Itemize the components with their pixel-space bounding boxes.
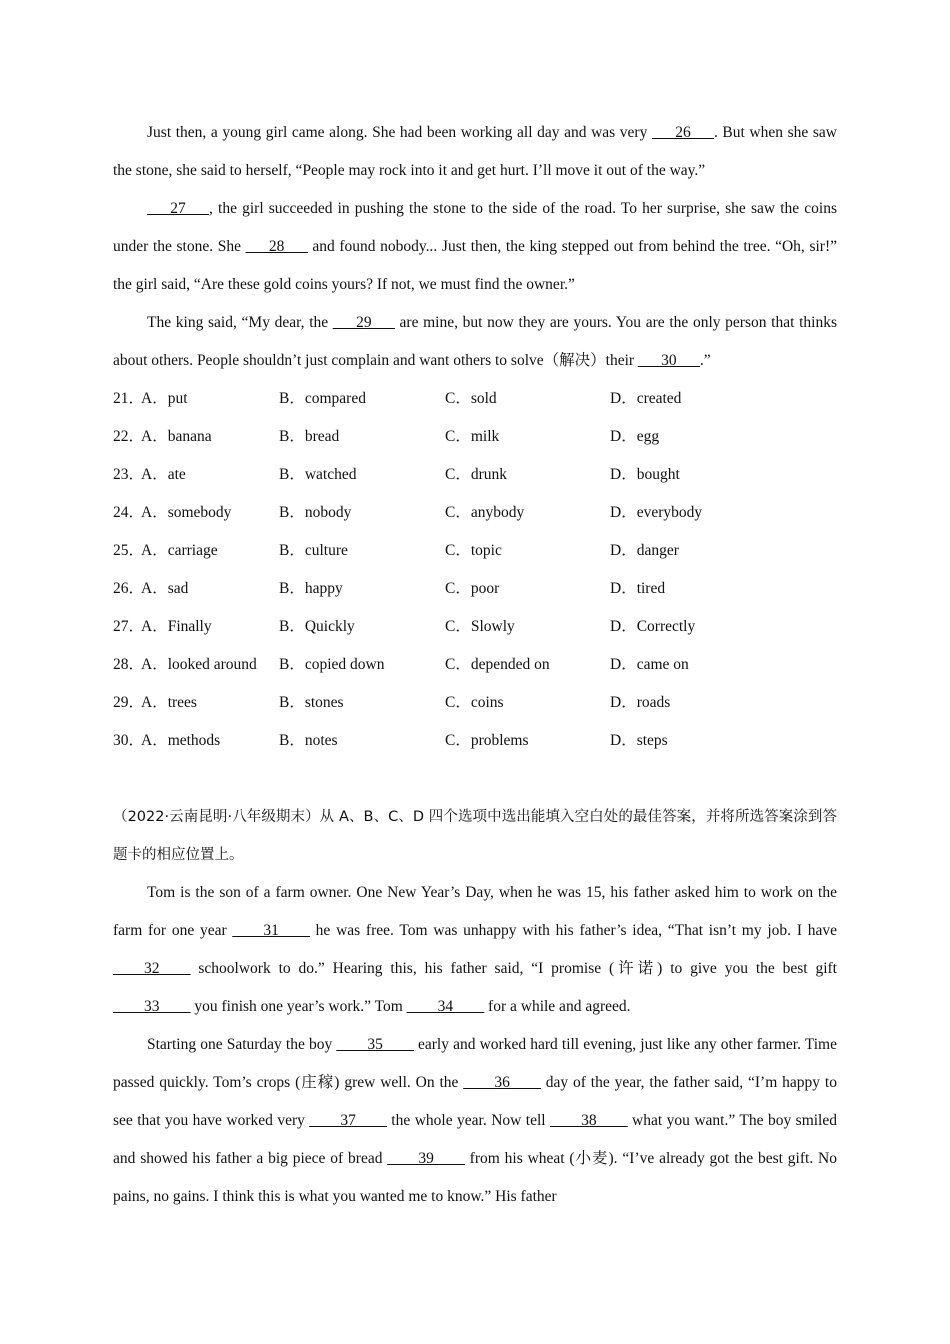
question-row xyxy=(113,456,837,494)
spacer xyxy=(113,760,837,798)
blank-30: ___30___ xyxy=(637,352,700,369)
document-page xyxy=(113,114,837,1216)
option-d: D．came on xyxy=(610,656,689,673)
option-c: C．anybody xyxy=(445,504,525,521)
option-d: D．danger xyxy=(610,542,679,559)
option-c: C．depended on xyxy=(445,656,550,673)
option-b: B．culture xyxy=(279,542,348,559)
blank-26: ___26___ xyxy=(651,124,714,141)
blank-29: ___29___ xyxy=(332,314,395,331)
option-c: C．milk xyxy=(445,428,500,445)
option-a: A．sad xyxy=(141,580,189,597)
text: schoolwork to do.” Hearing this, his father said, “I promise (许诺) to give you the best gift xyxy=(190,960,837,977)
option-c: C．sold xyxy=(445,390,497,407)
question-number: 25． xyxy=(113,542,145,559)
text: you finish one year’s work.” Tom xyxy=(190,998,407,1015)
question-number: 23． xyxy=(113,466,145,483)
paragraph xyxy=(113,874,837,1026)
option-c: C．coins xyxy=(445,694,504,711)
question-row xyxy=(113,684,837,722)
text: from his wheat (小麦). “I’ve already got the best gift. No pains, no gains. I think this is what you wanted me to know.” His father xyxy=(113,1150,837,1205)
question-row xyxy=(113,722,837,760)
option-a: A．ate xyxy=(141,466,186,483)
option-b: B．Quickly xyxy=(279,618,355,635)
option-a: A．Finally xyxy=(141,618,212,635)
option-a: A．carriage xyxy=(141,542,218,559)
text: Starting one Saturday the boy xyxy=(147,1036,337,1053)
option-b: B．stones xyxy=(279,694,344,711)
text: .” xyxy=(699,352,711,369)
option-b: B．compared xyxy=(279,390,366,407)
option-c: C．topic xyxy=(445,542,502,559)
blank-37: ____37____ xyxy=(309,1112,387,1129)
question-list xyxy=(113,380,837,760)
option-b: B．notes xyxy=(279,732,338,749)
text: what you want.” The boy smiled and showed his father a big piece of bread xyxy=(113,1112,837,1167)
option-d: D．Correctly xyxy=(610,618,696,635)
text: the whole year. Now tell xyxy=(386,1112,551,1129)
option-d: D．tired xyxy=(610,580,666,597)
paragraph xyxy=(113,114,837,190)
blank-33: ____33____ xyxy=(113,998,191,1015)
blank-36: ____36____ xyxy=(463,1074,541,1091)
blank-35: ____35____ xyxy=(336,1036,414,1053)
option-d: D．steps xyxy=(610,732,668,749)
option-a: A．looked around xyxy=(141,656,257,673)
option-a: A．somebody xyxy=(141,504,232,521)
question-number: 21． xyxy=(113,390,145,407)
question-row xyxy=(113,418,837,456)
question-row xyxy=(113,646,837,684)
text: for a while and agreed. xyxy=(484,998,631,1015)
question-number: 27． xyxy=(113,618,145,635)
option-d: D．bought xyxy=(610,466,680,483)
question-number: 30． xyxy=(113,732,145,749)
blank-32: ____32____ xyxy=(113,960,191,977)
blank-34: ____34____ xyxy=(406,998,485,1015)
option-d: D．everybody xyxy=(610,504,703,521)
paragraph xyxy=(113,1026,837,1216)
option-d: D．egg xyxy=(610,428,660,445)
text: Just then, a young girl came along. She had been working all day and was very xyxy=(147,124,652,141)
section-instruction: （2022·云南昆明·八年级期末）从 A、B、C、D 四个选项中选出能填入空白处的最佳答案，并将所选答案涂到答题卡的相应位置上。 xyxy=(113,809,837,863)
option-d: D．roads xyxy=(610,694,671,711)
option-b: B．watched xyxy=(279,466,357,483)
blank-38: ____38____ xyxy=(550,1112,628,1129)
text: and found nobody... Just then, the king stepped out from behind the tree. “Oh, sir!” the girl said, “Are these gold coins yours? If not, we must find the owner.” xyxy=(113,238,837,293)
blank-39: ____39____ xyxy=(387,1150,465,1167)
question-row xyxy=(113,608,837,646)
option-a: A．trees xyxy=(141,694,197,711)
question-number: 22． xyxy=(113,428,145,445)
question-row xyxy=(113,494,837,532)
paragraph xyxy=(113,190,837,304)
option-b: B．nobody xyxy=(279,504,352,521)
blank-27: ___27___ xyxy=(147,200,209,217)
text: The king said, “My dear, the xyxy=(147,314,333,331)
text: Tom is the son of a farm owner. One New Year’s Day, when he was 15, his father asked him to work on the farm for one year xyxy=(113,884,837,939)
question-row xyxy=(113,570,837,608)
option-b: B．copied down xyxy=(279,656,385,673)
text: are mine, but now they are yours. You are the only person that thinks about others. People shouldn’t just complain and want others to solve（解决）their xyxy=(113,314,837,369)
text: , the girl succeeded in pushing the stone to the side of the road. To her surprise, she saw the coins under the stone. She xyxy=(113,200,837,255)
text: early and worked hard till evening, just like any other farmer. Time passed quickly. Tom’s crops (庄稼) grew well. On the xyxy=(113,1036,837,1091)
option-c: C．problems xyxy=(445,732,529,749)
option-c: C．Slowly xyxy=(445,618,515,635)
question-row xyxy=(113,532,837,570)
paragraph xyxy=(113,304,837,380)
option-a: A．methods xyxy=(141,732,221,749)
text: . But when she saw the stone, she said to herself, “People may rock into it and get hurt. I’ll move it out of the way.” xyxy=(113,124,837,179)
option-b: B．bread xyxy=(279,428,340,445)
option-d: D．created xyxy=(610,390,682,407)
question-row xyxy=(113,380,837,418)
question-number: 24． xyxy=(113,504,145,521)
question-number: 26． xyxy=(113,580,145,597)
option-c: C．drunk xyxy=(445,466,508,483)
blank-28: ___28___ xyxy=(245,238,308,255)
option-a: A．put xyxy=(141,390,188,407)
option-b: B．happy xyxy=(279,580,343,597)
question-number: 28． xyxy=(113,656,145,673)
blank-31: ____31____ xyxy=(232,922,310,939)
text: he was free. Tom was unhappy with his father’s idea, “That isn’t my job. I have xyxy=(309,922,837,939)
text: day of the year, the father said, “I’m happy to see that you have worked very xyxy=(113,1074,837,1129)
question-number: 29． xyxy=(113,694,145,711)
option-a: A．banana xyxy=(141,428,212,445)
option-c: C．poor xyxy=(445,580,500,597)
